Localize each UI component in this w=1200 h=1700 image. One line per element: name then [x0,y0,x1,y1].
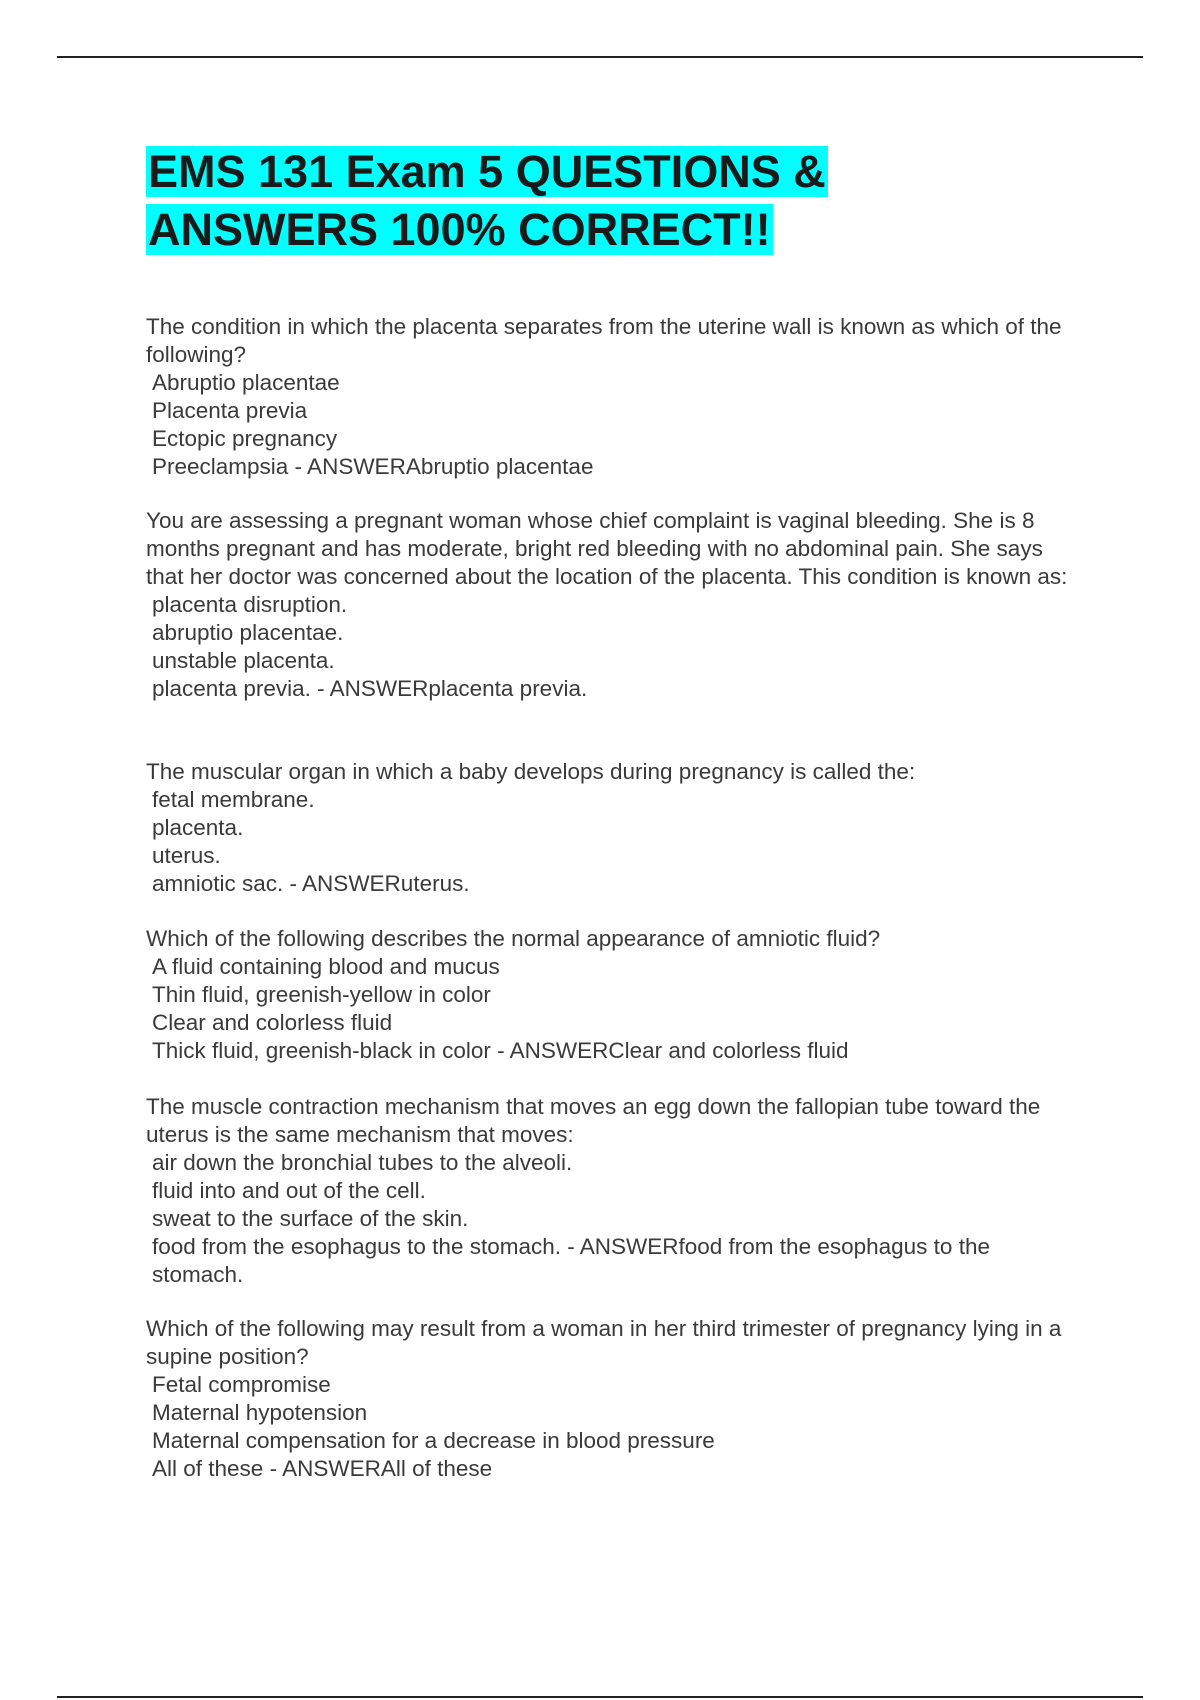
option: unstable placenta. [152,648,335,673]
option: Maternal hypotension [152,1400,368,1425]
option-with-answer: Preeclampsia - ANSWERAbruptio placentae [152,454,594,479]
option: air down the bronchial tubes to the alveoli. [152,1150,573,1175]
top-divider [57,56,1143,58]
question-text: Which of the following may result from a woman in her third trimester of pregnancy lying in a supine position? [146,1316,1062,1369]
title-line-1: EMS 131 Exam 5 QUESTIONS & [148,146,826,197]
option-with-answer: food from the esophagus to the stomach. - ANSWERfood from the esophagus to the stomach. [152,1234,990,1287]
option: Thin fluid, greenish-yellow in color [152,982,491,1007]
option-list [146,1371,1076,1483]
option: Fetal compromise [152,1372,331,1397]
question-text: You are assessing a pregnant woman whose chief complaint is vaginal bleeding. She is 8 months pregnant and has moderate, bright red bleeding with no abdominal pain. She says that her doctor was concerned about the location of the placenta. This condition is known as: [146,508,1068,589]
option: abruptio placentae. [152,620,344,645]
option: Clear and colorless fluid [152,1010,393,1035]
question-block-2 [146,507,1076,703]
question-block-6 [146,1315,1076,1483]
question-text: The muscle contraction mechanism that moves an egg down the fallopian tube toward the uterus is the same mechanism that moves: [146,1094,1041,1147]
question-text: The condition in which the placenta separates from the uterine wall is known as which of the following? [146,314,1062,367]
question-block-3 [146,758,1076,898]
option-with-answer: amniotic sac. - ANSWERuterus. [152,871,470,896]
question-block-5 [146,1093,1076,1289]
option-list [146,786,1076,898]
option-list [146,953,1076,1065]
option: Abruptio placentae [152,370,340,395]
question-block-4 [146,925,1076,1065]
option: fluid into and out of the cell. [152,1178,426,1203]
option-with-answer: All of these - ANSWERAll of these [152,1456,493,1481]
option: fetal membrane. [152,787,315,812]
option: placenta disruption. [152,592,348,617]
title-line-2: ANSWERS 100% CORRECT!! [148,204,771,255]
question-text: The muscular organ in which a baby develops during pregnancy is called the: [146,759,916,784]
option-with-answer: Thick fluid, greenish-black in color - ANSWERClear and colorless fluid [152,1038,849,1063]
option-list [146,369,1076,481]
option: Ectopic pregnancy [152,426,338,451]
option: sweat to the surface of the skin. [152,1206,469,1231]
option: Maternal compensation for a decrease in blood pressure [152,1428,715,1453]
question-block-1 [146,313,1076,481]
option-list [146,591,1076,703]
option: placenta. [152,815,244,840]
option: A fluid containing blood and mucus [152,954,500,979]
question-text: Which of the following describes the normal appearance of amniotic fluid? [146,926,881,951]
bottom-divider [57,1696,1143,1698]
option: Placenta previa [152,398,308,423]
option-list [146,1149,1076,1289]
option-with-answer: placenta previa. - ANSWERplacenta previa. [152,676,588,701]
option: uterus. [152,843,221,868]
page-title [146,143,828,259]
